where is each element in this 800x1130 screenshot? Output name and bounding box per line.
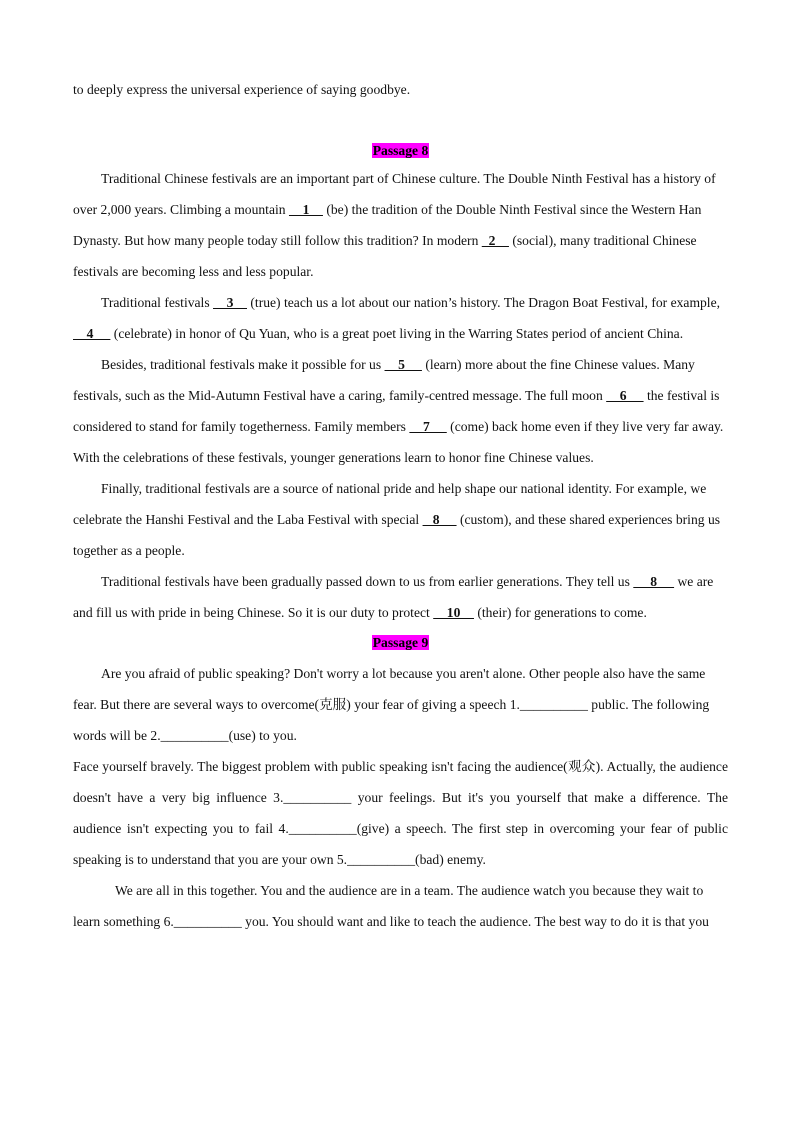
passage-9-paragraph-3: We are all in this together. You and the audience are in a team. The audience watch you because they wait to learn something 6.__________ you. You should want and like to teach the audience. The best way to do it is that you [73,883,709,929]
passage-8-paragraph-2: Traditional festivals 3 (true) teach us a lot about our nation’s history. The Dragon Boat Festival, for example, 4 (celebrate) in honor of Qu Yuan, who is a great poet living in the Warring States period of ancient China. [73,295,721,341]
passage-9-paragraph-2: Face yourself bravely. The biggest problem with public speaking isn't facing the audience(观众). Actually, the audience doesn't have a very big influence 3.__________ your feelings. But it's you yourself that make a difference. The audience isn't expecting you to fail 4.__________(give) a speech. The first step in overcoming your fear of public speaking is to understand that you are your own 5.__________(bad) enemy. [73,759,728,867]
passage-9-paragraph-1: Are you afraid of public speaking? Don't worry a lot because you aren't alone. Other people also have the same fear. But there are several ways to overcome(克服) your fear of giving a speech 1.__________ public. The following words will be 2.__________(use) to you. [73,666,710,743]
passage-8-paragraph-1: Traditional Chinese festivals are an important part of Chinese culture. The Double Ninth Festival has a history of over 2,000 years. Climbing a mountain 1 (be) the tradition of the Double Ninth Festival since the Western Han Dynasty. But how many people today still follow this tradition? In modern 2 (social), many traditional Chinese festivals are becoming less and less popular. [73,171,716,279]
blank-2: 2 [481,233,509,248]
blank-5: 5 [384,357,422,372]
passage-9-heading [73,631,728,655]
blank-8: 8 [422,512,457,527]
passage-9-title: Passage 9 [372,635,429,650]
passage-8-title: Passage 8 [372,143,429,158]
blank-4: 4 [73,326,111,341]
blank-9: 8 [633,574,675,589]
passage-8-paragraph-3: Besides, traditional festivals make it possible for us 5 (learn) more about the fine Chinese values. Many festivals, such as the Mid-Autumn Festival have a caring, family-centred message. The full moon 6 the festival is considered to stand for family togetherness. Family members 7 (come) back home even if they live very far away. With the celebrations of these festivals, younger generations learn to honor fine Chinese values. [73,357,724,465]
document-page [73,74,728,937]
passage-8-paragraph-5: Traditional festivals have been gradually passed down to us from earlier generations. They tell us 8 we are and fill us with pride in being Chinese. So it is our duty to protect 10 (their) for generations to come. [73,574,714,620]
blank-7: 7 [409,419,447,434]
blank-6: 6 [606,388,644,403]
blank-3: 3 [213,295,247,310]
blank-10: 10 [433,605,474,620]
blank-1: 1 [288,202,323,217]
intro-line: to deeply express the universal experience of saying goodbye. [73,82,411,97]
passage-8-heading [73,139,728,163]
passage-8-paragraph-4: Finally, traditional festivals are a source of national pride and help shape our national identity. For example, we celebrate the Hanshi Festival and the Laba Festival with special 8 (custom), and these shared experiences bring us together as a people. [73,481,721,558]
